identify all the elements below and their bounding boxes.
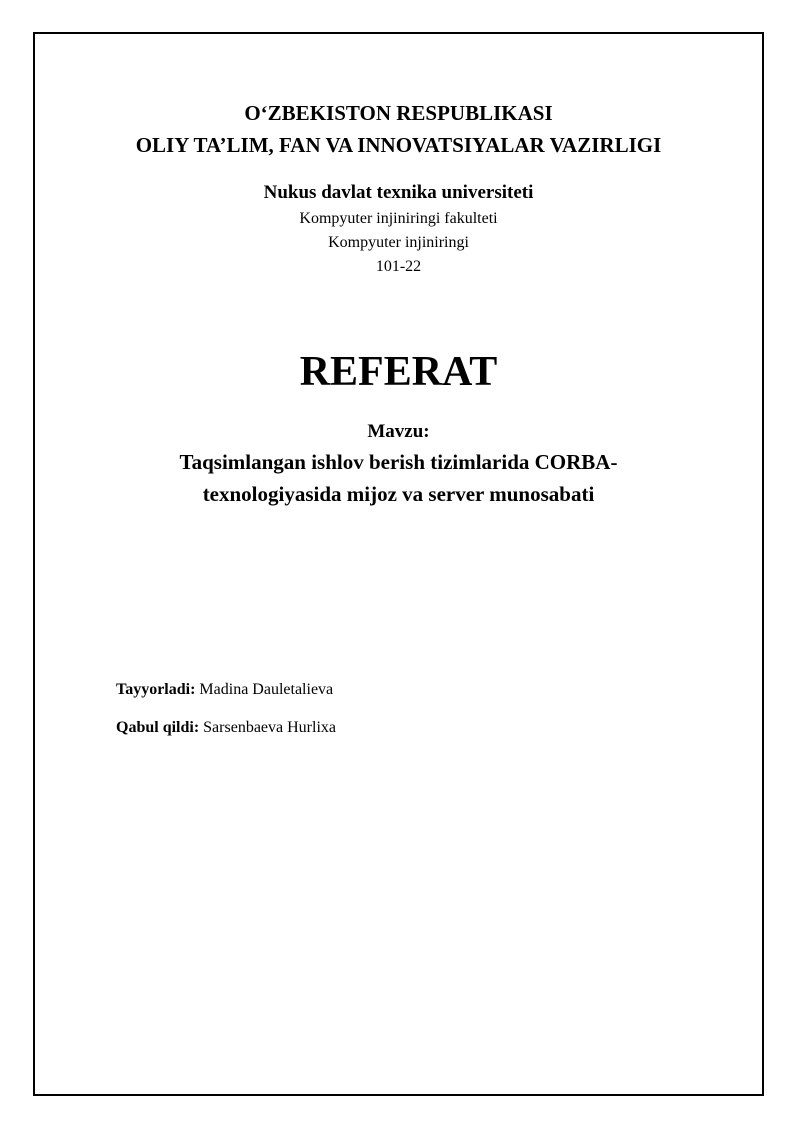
accepted-by-name: Sarsenbaeva Hurlixa — [203, 719, 336, 736]
university-name: Nukus davlat texnika universiteti — [263, 182, 534, 203]
republic-heading: O‘ZBEKISTON RESPUBLIKASI — [244, 101, 553, 125]
faculty-name: Kompyuter injiniringi fakulteti — [299, 210, 498, 227]
department-name: Kompyuter injiniringi — [328, 234, 469, 251]
prepared-by-name: Madina Dauletalieva — [199, 681, 334, 698]
accepted-by — [116, 716, 336, 740]
group-number: 101-22 — [375, 258, 422, 275]
document-type-title: REFERAT — [299, 349, 498, 395]
topic-line: texnologiyasida mijoz va server munosabati — [202, 482, 595, 506]
topic-label: Mavzu: — [367, 421, 430, 442]
accepted-by-label: Qabul qildi: — [116, 719, 200, 736]
ministry-heading: OLIY TA’LIM, FAN VA INNOVATSIYALAR VAZIRLIGI — [135, 133, 662, 157]
topic-line: Taqsimlangan ishlov berish tizimlarida CORBA- — [179, 450, 618, 474]
prepared-by — [116, 678, 333, 702]
prepared-by-label: Tayyorladi: — [116, 681, 196, 698]
